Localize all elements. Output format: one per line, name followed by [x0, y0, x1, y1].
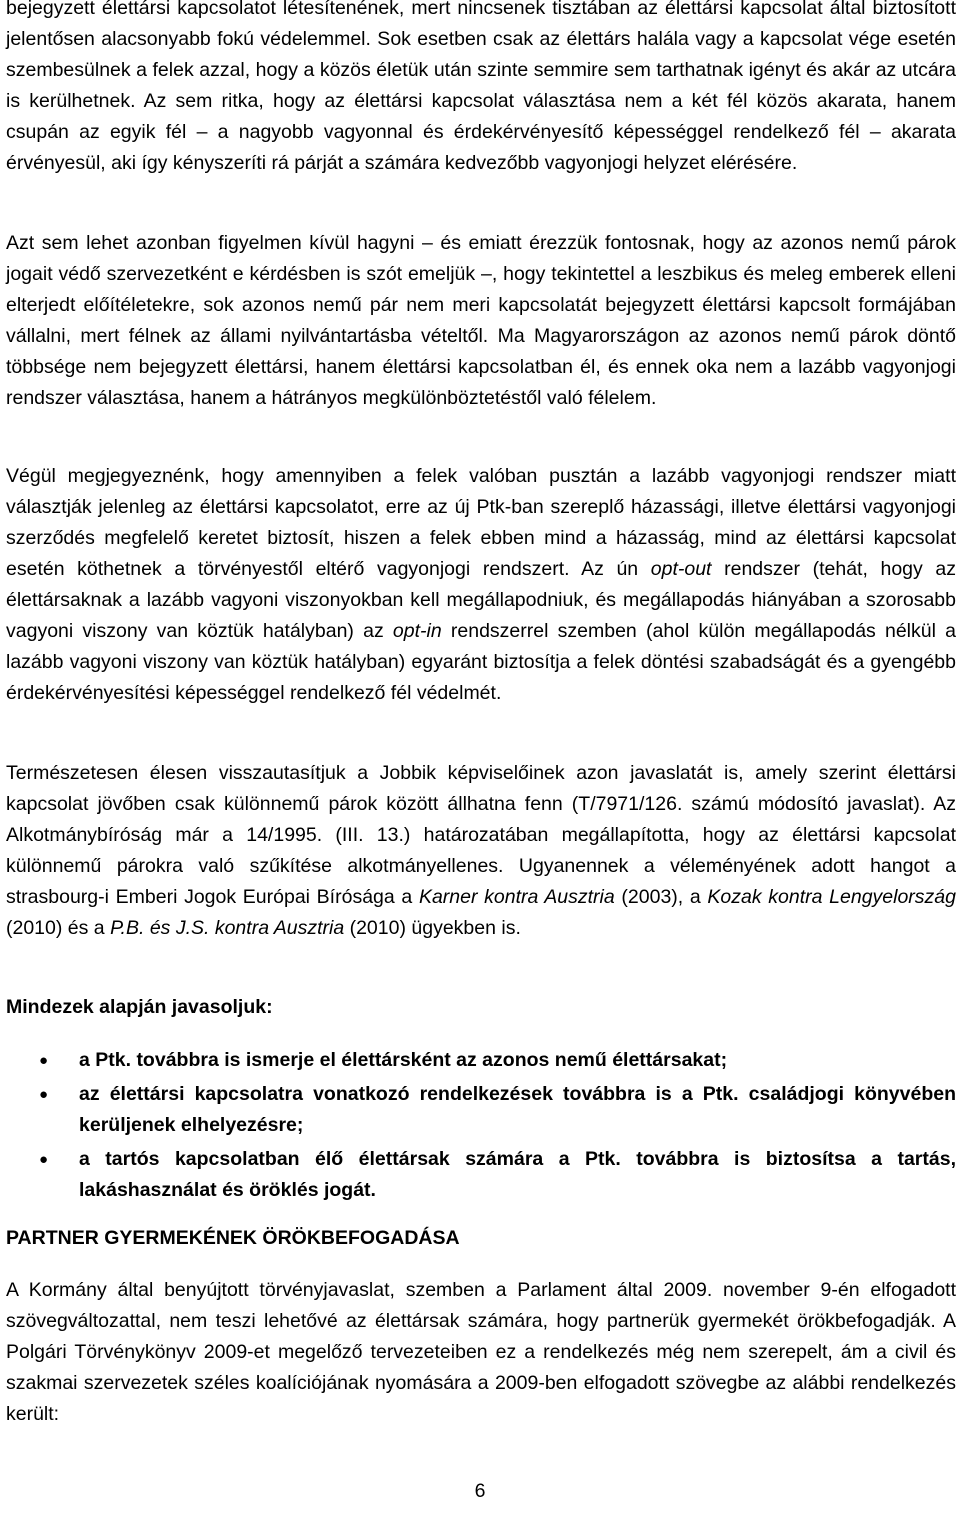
text-run: rendszerrel szemben (ahol külön megállapodás nélkül a lazább vagyoni viszony van köztük hatályban) egyaránt biztosítja a felek döntési szabadságát és a gyengébb érdekérvényesítési képességgel rendelkező fél védelmét. [6, 620, 956, 704]
bullet-icon: ● [39, 1052, 49, 1069]
bullet-icon: ● [39, 1151, 49, 1168]
text-run: Azt sem lehet azonban figyelmen kívül hagyni – és emiatt érezzük fontosnak, hogy az azonos nemű párok jogait védő szervezetként e kérdésben is szót emeljük –, hogy tekintettel a leszbikus és meleg emberek elleni elterjedt előítéletekre, sok azonos nemű pár nem meri kapcsolatát bejegyzett élettársi kapcsolt formájában vállalni, mert félnek az állami nyilvántartásba vételtől. Ma Magyarországon az azonos nemű párok döntő többsége nem bejegyzett élettársi, hanem élettársi kapcsolatban él, és ennek oka nem a lazább vagyonjogi rendszer választása, hanem a hátrányos megkülönböztetéstől való félelem. [6, 232, 956, 409]
paragraph-text [6, 228, 956, 414]
case-name: Kozak kontra Lengyelország [707, 886, 956, 908]
paragraph-text [6, 1275, 956, 1430]
italic-term: opt-in [392, 620, 442, 642]
paragraph-text [6, 0, 956, 179]
recommendations-heading [6, 992, 956, 1023]
text-run: A Kormány által benyújtott törvényjavaslat, szemben a Parlament által 2009. november 9-én elfogadott szövegváltozattal, nem teszi lehetővé az élettársak számára, hogy partnerük gyermekét örökbefogadják. A Polgári Törvénykönyv 2009-et megelőző tervezeteiben ez a rendelkezés még nem szerepelt, ám a civil és szakmai szervezetek széles koalíciójának nyomására a 2009-ben elfogadott szövegbe az alábbi rendelkezés került: [6, 1279, 956, 1425]
case-name: P.B. és J.S. kontra Ausztria [110, 917, 345, 939]
bullet-icon: ● [39, 1086, 49, 1103]
paragraph-4 [6, 758, 956, 944]
case-name: Karner kontra Ausztria [418, 886, 615, 908]
page-number: 6 [474, 1480, 486, 1502]
list-item-text: a tartós kapcsolatban élő élettársak számára a Ptk. továbbra is biztosítsa a tartás, lakáshasználat és öröklés jogát. [79, 1148, 956, 1201]
list-item-text: a Ptk. továbbra is ismerje el élettársként az azonos nemű élettársakat; [79, 1049, 728, 1071]
heading-text: Mindezek alapján javasoljuk: [6, 996, 273, 1018]
paragraph-text [6, 758, 956, 944]
section-heading-text: PARTNER GYERMEKÉNEK ÖRÖKBEFOGADÁSA [6, 1227, 460, 1249]
list-item-text: az élettársi kapcsolatra vonatkozó rendelkezések továbbra is a Ptk. családjogi könyvében kerüljenek elhelyezésre; [79, 1083, 956, 1136]
paragraph-5 [6, 1275, 956, 1430]
paragraph-1 [6, 0, 956, 179]
recommendations-list [6, 1045, 956, 1209]
text-run: Természetesen élesen visszautasítjuk a Jobbik képviselőinek azon javaslatát is, amely szerint élettársi kapcsolat jövőben csak különnemű párok között állhatna fenn (T/7971/126. számú módosító javaslat). Az Alkotmánybíróság már a 14/1995. (III. 13.) határozatában megállapította, hogy az élettársi kapcsolat különnemű párokra való szűkítése alkotmányellenes. Ugyanennek a véleményének adott hangot a strasbourg-i Emberi Jogok Európai Bírósága a [6, 762, 956, 908]
list-item [6, 1144, 956, 1206]
paragraph-text [6, 461, 956, 709]
paragraph-3 [6, 461, 956, 709]
list-item [6, 1045, 956, 1076]
list-item [6, 1079, 956, 1141]
paragraph-2 [6, 228, 956, 414]
text-run: Végül megjegyeznénk, hogy amennyiben a felek valóban pusztán a lazább vagyonjogi rendszer miatt választják jelenleg az élettársi kapcsolatot, erre az új Ptk-ban szereplő házassági, illetve élettársi vagyonjogi szerződés megfelelő keretet biztosít, hiszen a felek ebben mind a házasság, mind az élettársi kapcsolat esetén köthetnek a törvényestől eltérő vagyonjogi rendszert. Az ún [6, 465, 956, 580]
text-run: bejegyzett élettársi kapcsolatot létesítenének, mert nincsenek tisztában az élettársi kapcsolat által biztosított jelentősen alacsonyabb fokú védelemmel. Sok esetben csak az élettárs halála vagy a kapcsolat vége esetén szembesülnek a felek azzal, hogy a közös életük után szinte semmire sem tarthatnak igényt és akár az utcára is kerülhetnek. Az sem ritka, hogy az élettársi kapcsolat választása nem a két fél közös akarata, hanem csupán az egyik fél – a nagyobb vagyonnal és érdekérvényesítő képességgel rendelkező fél – akarata érvényesül, aki így kényszeríti rá párját a számára kedvezőbb vagyonjogi helyzet elérésére. [6, 0, 956, 174]
section-heading [6, 1223, 956, 1254]
text-run: (2010) és a [6, 917, 111, 939]
italic-term: opt-out [650, 558, 712, 580]
text-run: (2010) ügyekben is. [344, 917, 521, 939]
text-run: (2003), a [614, 886, 708, 908]
text-run: rendszer (tehát, hogy az élettársaknak a lazább vagyoni viszonyokban kell megállapodniuk, és megállapodás hiányában a szorosabb vagyoni viszony van köztük hatályban) az [6, 558, 956, 642]
